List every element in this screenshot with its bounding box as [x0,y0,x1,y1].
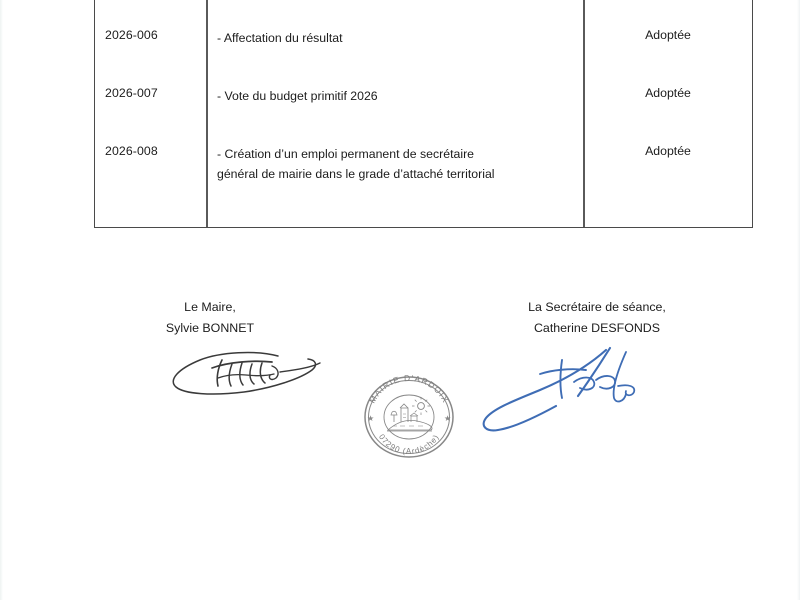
deliberation-objet-line-2: général de mairie dans le grade d’attaché territorial [217,167,495,181]
stamp-star-left-icon: ★ [367,414,375,423]
stamp-bottom-arc-text: 07290 (Ardèche) [376,432,442,456]
deliberation-objet [217,28,577,48]
deliberation-objet-line-1: - Création d’un emploi permanent de secrétaire [217,147,475,161]
mayor-name-label: Sylvie BONNET [165,321,255,335]
stamp-star-right-icon: ★ [444,414,452,423]
table-column-divider-1 [206,0,208,227]
deliberation-objet [217,144,577,184]
deliberation-objet [217,86,577,106]
official-round-stamp-icon [357,372,461,460]
secretary-handwritten-signature-icon [478,344,668,444]
secretary-signature-block [482,297,712,339]
secretary-role-label: La Secrétaire de séance, [528,300,666,314]
secretary-name-label: Catherine DESFONDS [533,321,660,335]
stamp-emblem-icon [387,397,432,431]
mayor-signature-block [104,297,316,339]
deliberation-result: Adoptée [645,86,691,100]
stamp-top-arc-text: MAIRIE D'ARDOIX [366,372,452,405]
deliberation-number: 2026-006 [105,28,158,42]
deliberation-number: 2026-008 [105,144,158,158]
scan-edge-left [0,0,3,600]
mayor-role-label: Le Maire, [184,300,236,314]
deliberation-result: Adoptée [645,144,691,158]
deliberation-objet-line-1: - Vote du budget primitif 2026 [217,89,378,103]
deliberation-result: Adoptée [645,28,691,42]
deliberation-number: 2026-007 [105,86,158,100]
deliberation-objet-line-1: - Affectation du résultat [217,31,343,45]
mayor-handwritten-signature-icon [160,348,335,402]
deliberations-table [94,0,753,228]
